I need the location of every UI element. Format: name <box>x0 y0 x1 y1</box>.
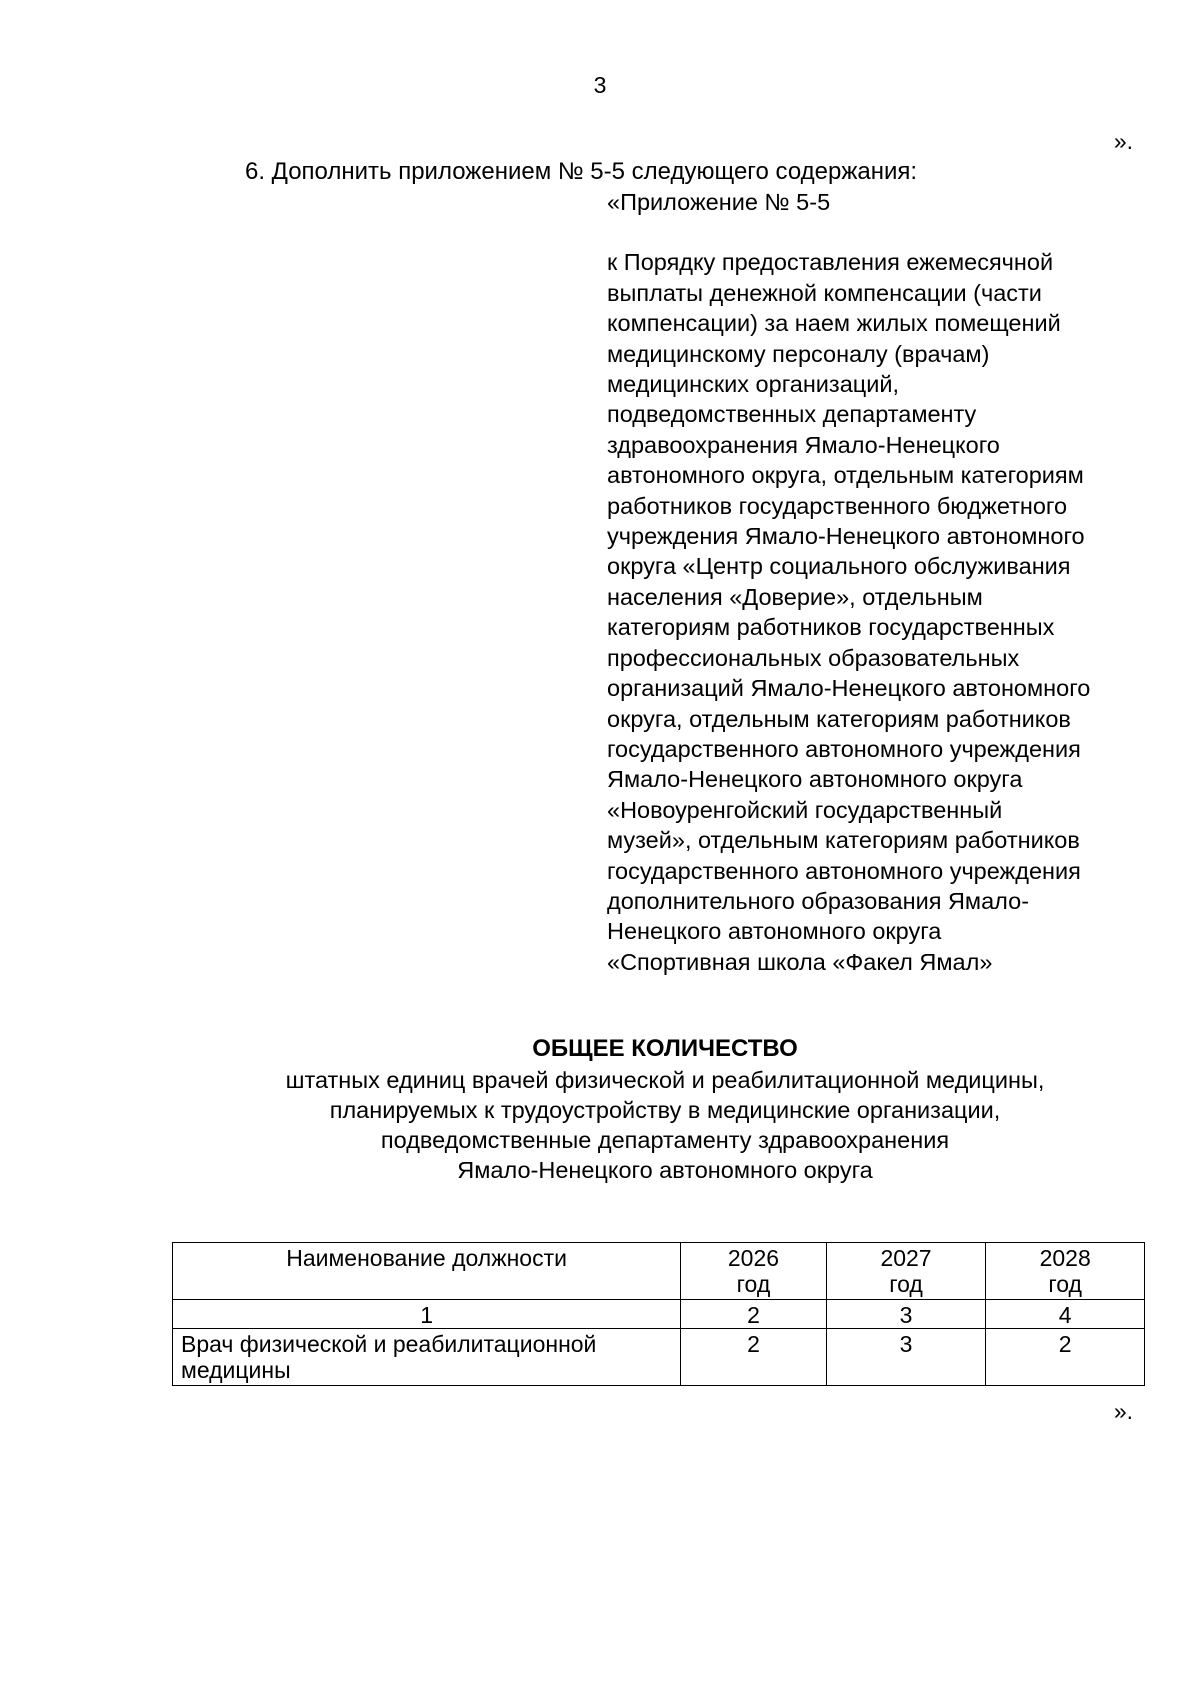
closing-quote-top: ». <box>1113 128 1133 154</box>
header-year-unit: год <box>1048 1271 1082 1297</box>
cell-2027: 3 <box>826 1329 986 1386</box>
appendix-line: выплаты денежной компенсации (части <box>607 279 1042 306</box>
appendix-line: Ямало-Ненецкого автономного округа <box>607 766 1023 793</box>
appendix-line: Ненецкого автономного округа <box>607 918 942 945</box>
position-text: медицины <box>181 1357 291 1383</box>
heading-subtitle-line: Ямало-Ненецкого автономного округа <box>457 1157 873 1183</box>
closing-quote-bottom: ». <box>1113 1398 1133 1424</box>
column-number: 1 <box>173 1300 681 1329</box>
position-text: Врач физической и реабилитационной <box>181 1331 597 1357</box>
appendix-line: «Новоуренгойский государственный <box>607 796 1003 823</box>
appendix-line: к Порядку предоставления ежемесячной <box>607 249 1054 276</box>
heading-subtitle-line: штатных единиц врачей физической и реабилитационной медицины, <box>285 1067 1045 1093</box>
appendix-line: компенсации) за наем жилых помещений <box>607 310 1061 337</box>
header-cell-position <box>173 1243 681 1300</box>
header-year: 2027 <box>880 1245 932 1271</box>
header-cell-2028 <box>986 1243 1145 1300</box>
appendix-line: профессиональных образовательных <box>607 644 1020 671</box>
header-cell-2026 <box>681 1243 826 1300</box>
appendix-line: работников государственного бюджетного <box>607 492 1068 519</box>
cell-2026: 2 <box>681 1329 826 1386</box>
appendix-line: государственного автономного учреждения <box>607 857 1081 884</box>
page-number: 3 <box>593 72 607 98</box>
cell-2028: 2 <box>986 1329 1145 1386</box>
header-text: Наименование должности <box>286 1245 567 1271</box>
table-column-number-row <box>173 1300 1145 1329</box>
appendix-line: автономного округа, отдельным категориям <box>607 462 1084 489</box>
appendix-line: медицинских организаций, <box>607 371 900 398</box>
staff-count-table <box>172 1242 1145 1386</box>
appendix-line: организаций Ямало-Ненецкого автономного <box>607 675 1091 702</box>
appendix-line: подведомственных департаменту <box>607 401 977 428</box>
appendix-line: государственного автономного учреждения <box>607 735 1081 762</box>
column-number: 4 <box>986 1300 1145 1329</box>
heading-subtitle-line: подведомственные департаменту здравоохранения <box>380 1127 950 1153</box>
cell-position <box>173 1329 681 1386</box>
heading-subtitle-line: планируемых к трудоустройству в медицинские организации, <box>329 1097 1001 1123</box>
header-cell-2027 <box>826 1243 986 1300</box>
appendix-line: музей», отдельным категориям работников <box>607 827 1080 854</box>
appendix-line: медицинскому персоналу (врачам) <box>607 340 990 367</box>
appendix-line: категориям работников государственных <box>607 614 1055 641</box>
appendix-title: «Приложение № 5-5 <box>607 189 831 215</box>
appendix-line: учреждения Ямало-Ненецкого автономного <box>607 523 1085 550</box>
header-year-unit: год <box>736 1271 771 1297</box>
header-year: 2026 <box>727 1245 780 1271</box>
appendix-header <box>607 187 1177 977</box>
appendix-line: округа, отдельным категориям работников <box>607 705 1071 732</box>
column-number: 3 <box>826 1300 986 1329</box>
column-number: 2 <box>681 1300 826 1329</box>
header-year: 2028 <box>1039 1245 1091 1271</box>
appendix-line: «Спортивная школа «Факел Ямал» <box>607 948 993 975</box>
table-row <box>173 1329 1145 1386</box>
heading-title: ОБЩЕЕ КОЛИЧЕСТВО <box>532 1035 798 1062</box>
appendix-line: округа «Центр социального обслуживания <box>607 553 1071 580</box>
header-year-unit: год <box>889 1271 923 1297</box>
table-header-row <box>173 1243 1145 1300</box>
appendix-line: дополнительного образования Ямало- <box>607 887 1030 914</box>
appendix-text <box>607 247 1177 977</box>
appendix-line: здравоохранения Ямало-Ненецкого <box>607 431 1000 458</box>
appendix-line: населения «Доверие», отдельным <box>607 583 983 610</box>
amendment-paragraph: 6. Дополнить приложением № 5-5 следующего содержания: <box>245 158 918 185</box>
